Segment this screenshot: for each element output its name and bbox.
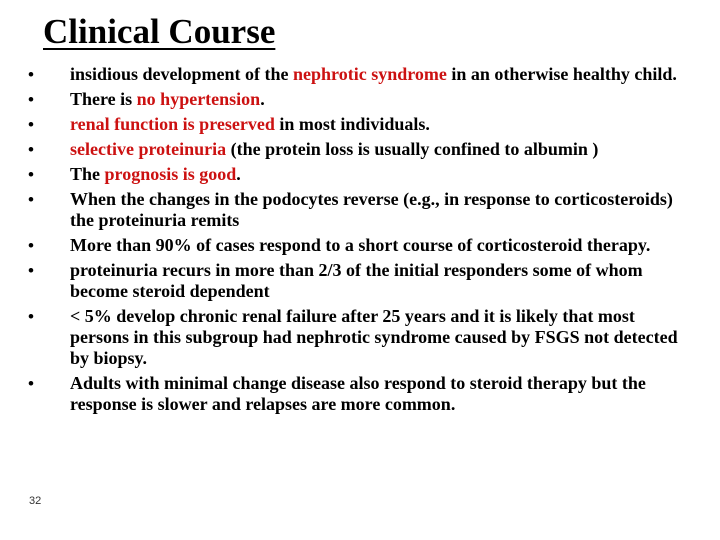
highlighted-text: nephrotic syndrome (293, 64, 447, 84)
bullet-dot-icon: • (28, 90, 34, 109)
bullet-dot-icon: • (28, 190, 34, 209)
bullet-text: The (70, 164, 105, 184)
slide-title: Clinical Course (43, 12, 276, 51)
bullet-text: (the protein loss is usually confined to albumin ) (226, 139, 599, 159)
bullet-dot-icon: • (28, 307, 34, 326)
bullet-item (0, 373, 720, 415)
highlighted-text: selective proteinuria (70, 139, 227, 159)
bullet-dot-icon: • (28, 261, 34, 280)
bullet-dot-icon: • (28, 165, 34, 184)
bullet-text: More than 90% of cases respond to a short course of corticosteroid therapy. (70, 235, 651, 255)
bullet-list (0, 64, 720, 419)
bullet-dot-icon: • (28, 140, 34, 159)
bullet-item (0, 306, 720, 369)
bullet-text: in most individuals. (274, 114, 430, 134)
highlighted-text: prognosis is good (104, 164, 237, 184)
bullet-text: < 5% develop chronic renal failure after 25 years and it is likely that most persons in this subgroup had nephrotic syndrome caused by FSGS not detected by biopsy. (70, 306, 678, 368)
bullet-text: Adults with minimal change disease also respond to steroid therapy but the response is slower and relapses are more common. (70, 373, 646, 414)
bullet-text: When the changes in the podocytes reverse (e.g., in response to corticosteroids) the proteinuria remits (70, 189, 673, 230)
highlighted-text: renal function is preserved (70, 114, 275, 134)
bullet-text: proteinuria recurs in more than 2/3 of the initial responders some of whom become steroid dependent (70, 260, 643, 301)
bullet-text: insidious development of the (70, 64, 294, 84)
bullet-item (0, 114, 720, 135)
bullet-text: in an otherwise healthy child. (446, 64, 677, 84)
bullet-dot-icon: • (28, 115, 34, 134)
bullet-dot-icon: • (28, 374, 34, 393)
highlighted-text: no hypertension (136, 89, 261, 109)
bullet-item (0, 235, 720, 256)
bullet-item (0, 164, 720, 185)
bullet-dot-icon: • (28, 236, 34, 255)
bullet-item (0, 260, 720, 302)
slide-number: 32 (29, 495, 42, 507)
bullet-dot-icon: • (28, 65, 34, 84)
bullet-item (0, 139, 720, 160)
bullet-text: . (260, 89, 265, 109)
bullet-text: There is (70, 89, 137, 109)
bullet-text: . (236, 164, 241, 184)
bullet-item (0, 89, 720, 110)
bullet-item (0, 64, 720, 85)
bullet-item (0, 189, 720, 231)
